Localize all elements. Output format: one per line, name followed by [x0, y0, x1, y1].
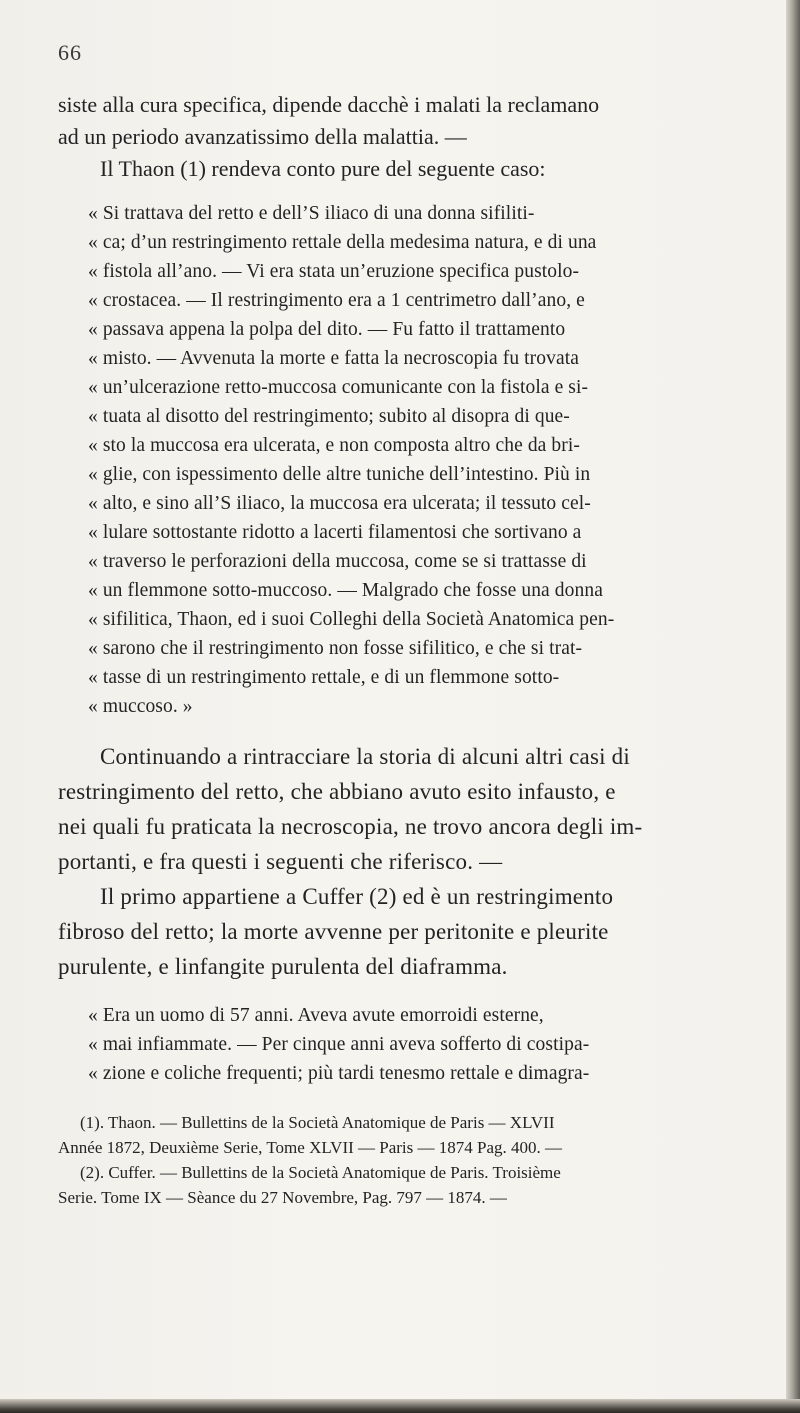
quote-line: « alto, e sino all’S iliaco, la muccosa era ulcerata; il tessuto cel-	[88, 493, 591, 514]
footnote-line: Année 1872, Deuxième Serie, Tome XLVII — Paris — 1874 Pag. 400. —	[58, 1138, 563, 1157]
quote-line: « glie, con ispessimento delle altre tuniche dell’intestino. Più in	[88, 464, 591, 485]
page-edge-shadow	[786, 0, 800, 1413]
page-number: 66	[58, 40, 82, 65]
quote-line: « ca; d’un restringimento rettale della medesima natura, e di una	[88, 232, 597, 253]
quote-line: « crostacea. — Il restringimento era a 1 centrimetro dall’ano, e	[88, 290, 585, 311]
quote-line: « un’ulcerazione retto-muccosa comunicante con la fistola e si-	[88, 377, 589, 398]
quote-line: « mai infiammate. — Per cinque anni aveva sofferto di costipa-	[88, 1034, 590, 1055]
text-line: purulente, e linfangite purulenta del diaframma.	[58, 954, 508, 979]
footnote-line: (1). Thaon. — Bullettins de la Società Anatomique de Paris — XLVII	[80, 1113, 555, 1132]
quote-line: « misto. — Avvenuta la morte e fatta la necroscopia fu trovata	[88, 348, 580, 369]
text-line: fibroso del retto; la morte avvenne per peritonite e pleurite	[58, 919, 609, 944]
text-line: ad un periodo avanzatissimo della malattia. —	[58, 124, 467, 149]
quote-line: « fistola all’ano. — Vi era stata un’eruzione specifica pustolo-	[88, 261, 580, 282]
text-line: portanti, e fra questi i seguenti che riferisco. —	[58, 849, 503, 874]
quote-line: « tuata al disotto del restringimento; subito al disopra di que-	[88, 406, 570, 427]
text-line: nei quali fu praticata la necroscopia, ne trovo ancora degli im-	[58, 814, 643, 839]
quote-line: « un flemmone sotto-muccoso. — Malgrado che fosse una donna	[88, 580, 603, 601]
text-line: Il Thaon (1) rendeva conto pure del seguente caso:	[100, 156, 546, 181]
quote-line: « sto la muccosa era ulcerata, e non composta altro che da bri-	[88, 435, 580, 456]
text-line: restringimento del retto, che abbiano avuto esito infausto, e	[58, 779, 616, 804]
quote-line: « sifilitica, Thaon, ed i suoi Colleghi della Società Anatomica pen-	[88, 609, 615, 630]
text-line: Continuando a rintracciare la storia di alcuni altri casi di	[100, 744, 630, 769]
quote-line: « traverso le perforazioni della muccosa, come se si trattasse di	[88, 551, 587, 572]
quote-line: « passava appena la polpa del dito. — Fu fatto il trattamento	[88, 319, 566, 340]
quote-line: « lulare sottostante ridotto a lacerti filamentosi che sortivano a	[88, 522, 582, 543]
page-bottom-shadow	[0, 1399, 800, 1413]
text-line: Il primo appartiene a Cuffer (2) ed è un restringimento	[100, 884, 614, 909]
quote-line: « sarono che il restringimento non fosse sifilitico, e che si trat-	[88, 638, 583, 659]
quote-line: « muccoso. »	[88, 696, 193, 717]
text-line: siste alla cura specifica, dipende dacchè i malati la reclamano	[58, 92, 600, 117]
footnote-line: (2). Cuffer. — Bullettins de la Società Anatomique de Paris. Troisième	[80, 1163, 561, 1182]
quote-line: « zione e coliche frequenti; più tardi tenesmo rettale e dimagra-	[88, 1063, 590, 1084]
quote-line: « Si trattava del retto e dell’S iliaco di una donna sifiliti-	[88, 203, 535, 224]
footnote-line: Serie. Tome IX — Sèance du 27 Novembre, Pag. 797 — 1874. —	[58, 1188, 507, 1207]
quote-line: « tasse di un restringimento rettale, e di un flemmone sotto-	[88, 667, 560, 688]
quote-line: « Era un uomo di 57 anni. Aveva avute emorroidi esterne,	[88, 1005, 544, 1026]
